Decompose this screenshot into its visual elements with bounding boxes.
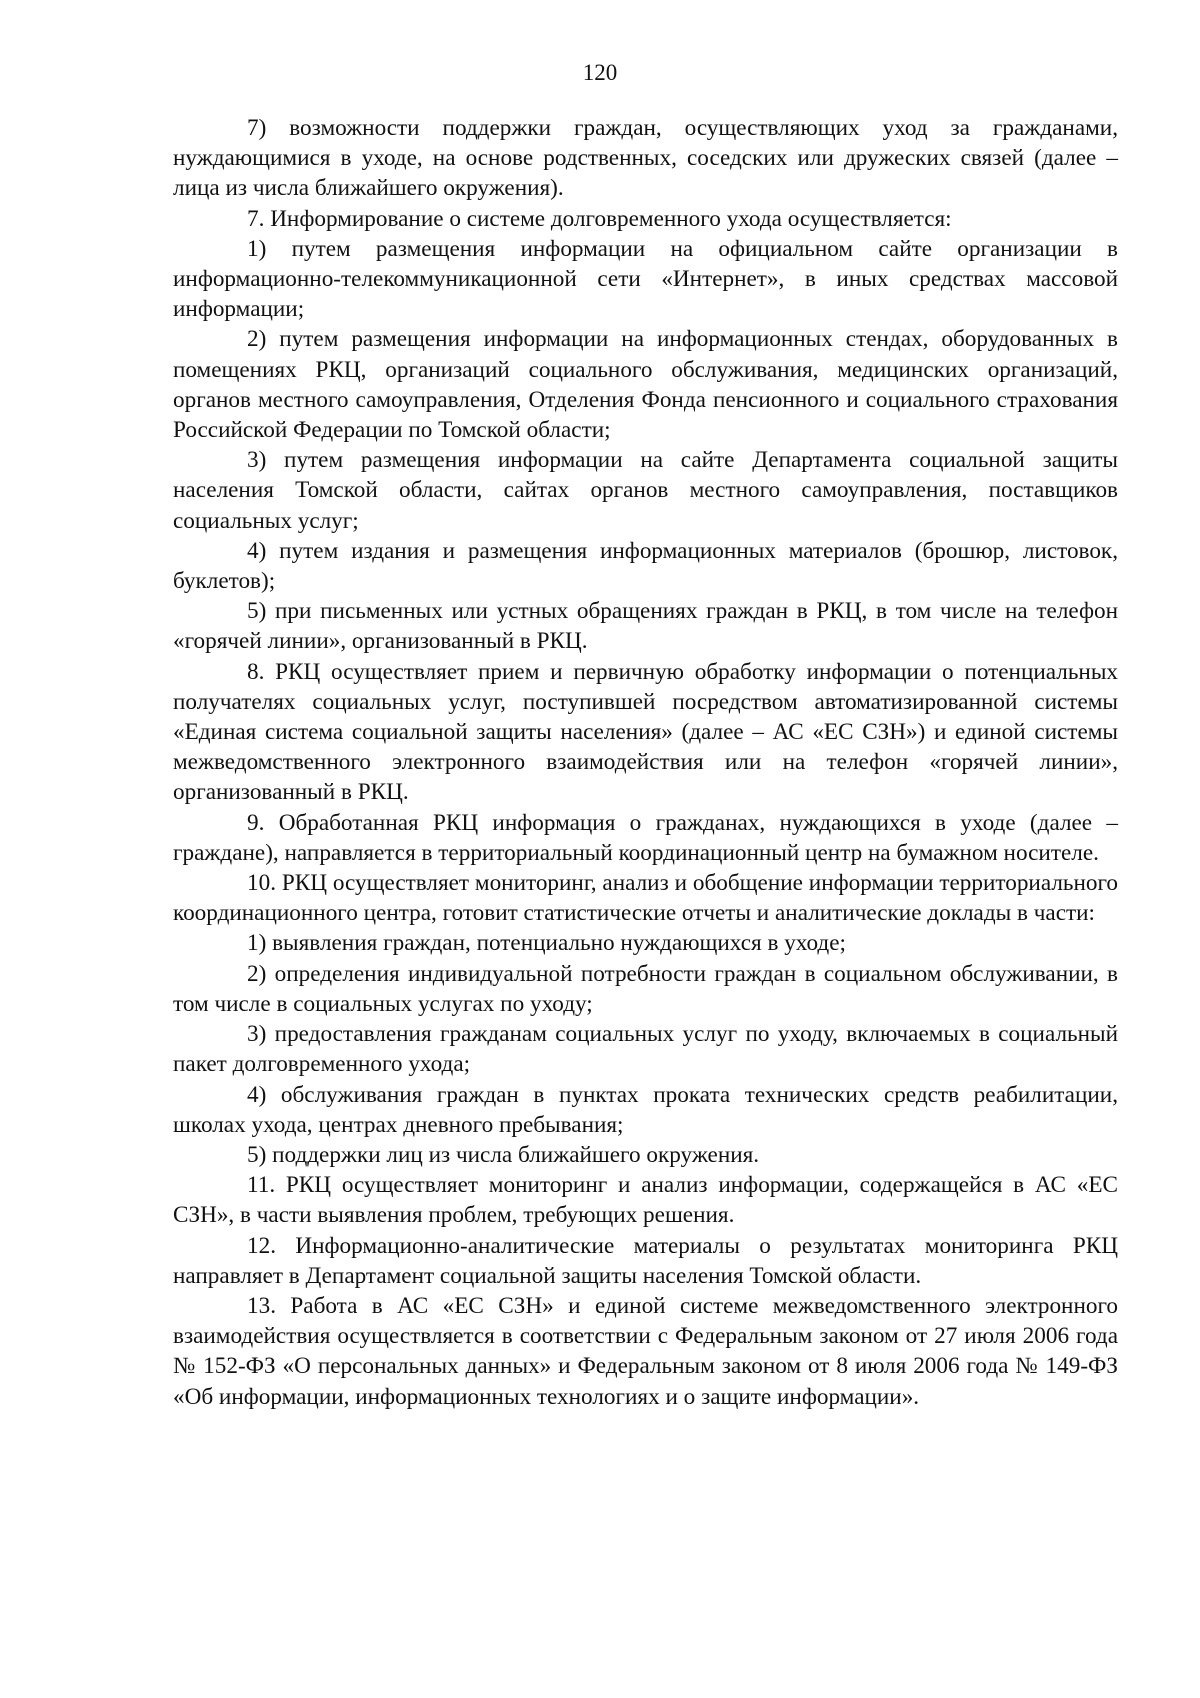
paragraph-clause-7-item-2: 2) путем размещения информации на информационных стендах, оборудованных в помещениях РКЦ, организаций социального обслуживания, медицинских организаций, органов местного самоуправления, Отделения Фонда пенсионного и социального страхования Российской Федерации по Томской области;: [173, 326, 1118, 444]
paragraph-clause-7-item-1: 1) путем размещения информации на официальном сайте организации в информационно-телекоммуникационной сети «Интернет», в иных средствах массовой информации;: [173, 235, 1118, 323]
paragraph-clause-10: 10. РКЦ осуществляет мониторинг, анализ и обобщение информации территориального координационного центра, готовит статистические отчеты и аналитические доклады в части:: [173, 870, 1118, 927]
paragraph-clause-10-item-2: 2) определения индивидуальной потребности граждан в социальном обслуживании, в том числе в социальных услугах по уходу;: [173, 960, 1118, 1017]
paragraph-clause-10-item-1: 1) выявления граждан, потенциально нуждающихся в уходе;: [247, 930, 846, 957]
paragraph-clause-11: 11. РКЦ осуществляет мониторинг и анализ информации, содержащейся в АС «ЕС СЗН», в части выявления проблем, требующих решения.: [173, 1172, 1118, 1229]
page-number: 120: [582, 60, 618, 85]
paragraph-care-support-item-7: 7) возможности поддержки граждан, осуществляющих уход за гражданами, нуждающимися в уходе, на основе родственных, соседских или дружеских связей (далее – лица из числа ближайшего окружения).: [173, 115, 1118, 202]
paragraph-clause-7-item-4: 4) путем издания и размещения информационных материалов (брошюр, листовок, буклетов);: [173, 537, 1118, 595]
paragraph-clause-7-item-5: 5) при письменных или устных обращениях граждан в РКЦ, в том числе на телефон «горячей линии», организованный в РКЦ.: [173, 598, 1118, 655]
paragraph-clause-12: 12. Информационно-аналитические материалы о результатах мониторинга РКЦ направляет в Департамент социальной защиты населения Томской области.: [173, 1232, 1118, 1289]
paragraph-clause-13: 13. Работа в АС «ЕС СЗН» и единой системе межведомственного электронного взаимодействия осуществляется в соответствии с Федеральным законом от 27 июля 2006 года № 152-ФЗ «О персональных данных» и Федеральным законом от 8 июля 2006 года № 149-ФЗ «Об информации, информационных технологиях и о защите информации».: [173, 1292, 1118, 1410]
paragraph-clause-7: 7. Информирование о системе долговременного ухода осуществляется:: [247, 205, 952, 232]
paragraph-clause-7-item-3: 3) путем размещения информации на сайте Департамента социальной защиты населения Томской области, сайтах органов местного самоуправления, поставщиков социальных услуг;: [173, 447, 1118, 534]
document-body: [173, 113, 1118, 1412]
paragraph-clause-10-item-3: 3) предоставления гражданам социальных услуг по уходу, включаемых в социальный пакет долговременного ухода;: [173, 1021, 1118, 1078]
paragraph-clause-10-item-5: 5) поддержки лиц из числа ближайшего окружения.: [247, 1141, 760, 1168]
paragraph-clause-8: 8. РКЦ осуществляет прием и первичную обработку информации о потенциальных получателях социальных услуг, поступившей посредством автоматизированной системы «Единая система социальной защиты населения» (далее – АС «ЕС СЗН») и единой системы межведомственного электронного взаимодействия или на телефон «горячей линии», организованный в РКЦ.: [173, 658, 1118, 806]
paragraph-clause-10-item-4: 4) обслуживания граждан в пунктах проката технических средств реабилитации, школах ухода, центрах дневного пребывания;: [173, 1081, 1118, 1138]
paragraph-clause-9: 9. Обработанная РКЦ информация о гражданах, нуждающихся в уходе (далее – граждане), направляется в территориальный координационный центр на бумажном носителе.: [173, 809, 1118, 866]
